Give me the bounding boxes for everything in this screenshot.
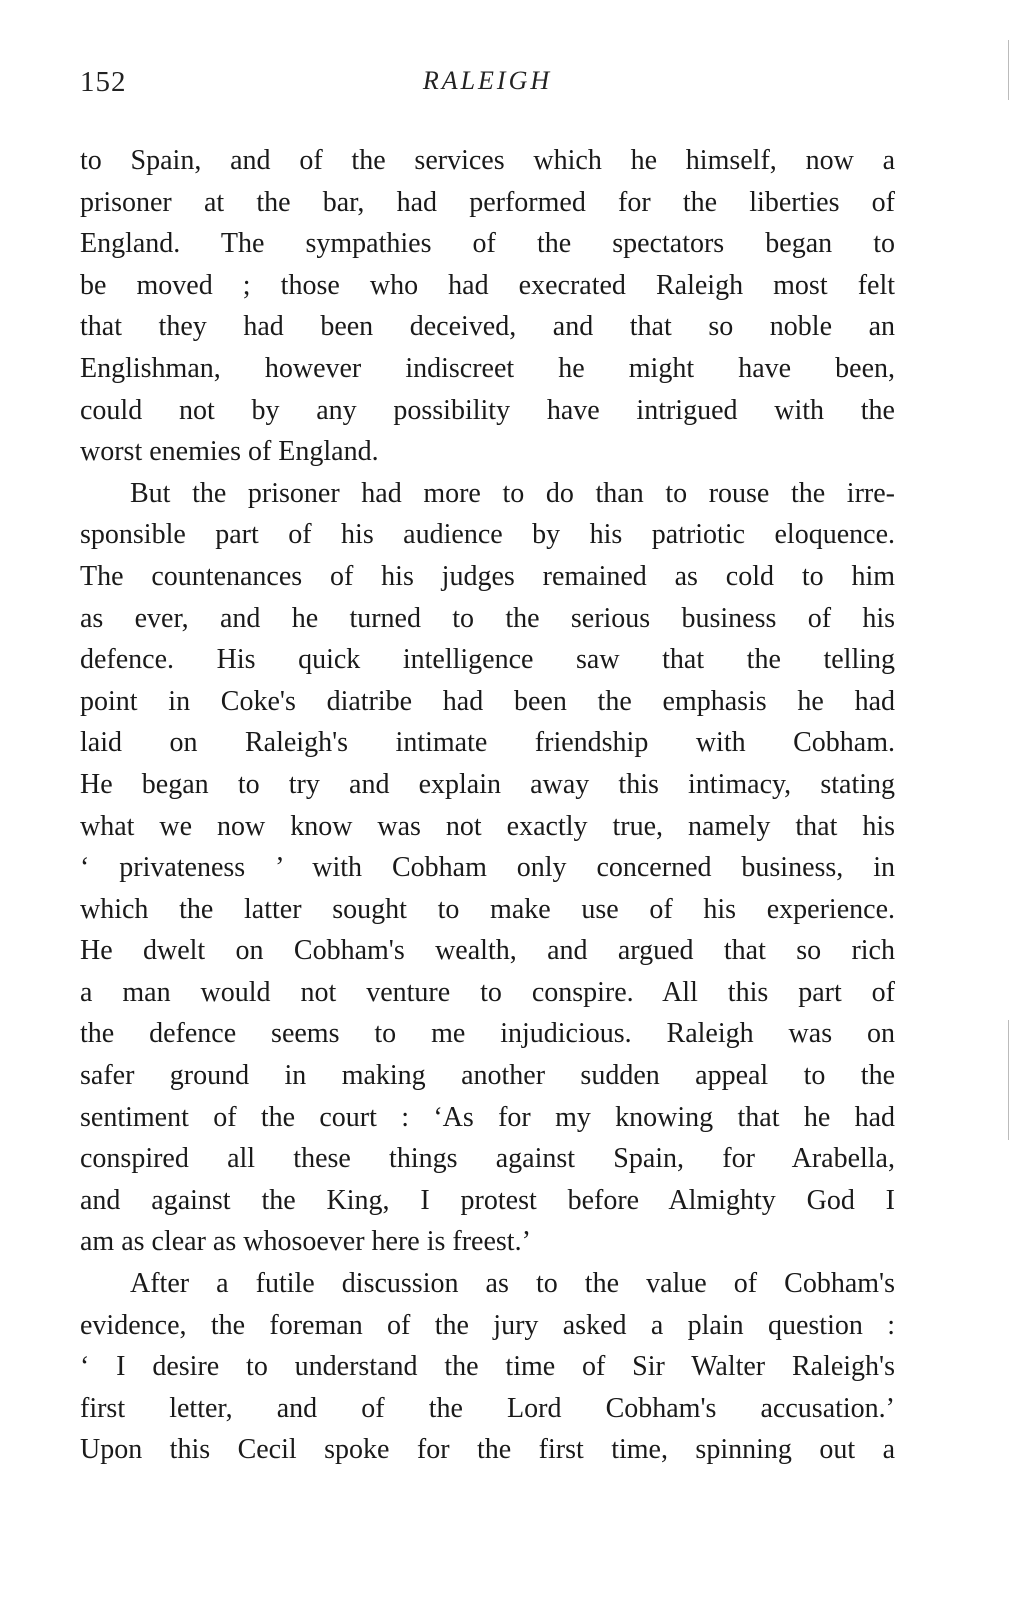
body-text xyxy=(80,140,895,1471)
text-line: and against the King, I protest before Almighty God I xyxy=(80,1184,895,1216)
text-line: laid on Raleigh's intimate friendship with Cobham. xyxy=(80,727,895,759)
text-line: defence. His quick intelligence saw that the telling xyxy=(80,644,895,676)
text-line: to Spain, and of the services which he himself, now a xyxy=(80,145,895,176)
text-line: safer ground in making another sudden appeal to the xyxy=(80,1060,895,1092)
page-edge-mark xyxy=(1008,1020,1009,1140)
text-line: sponsible part of his audience by his patriotic eloquence. xyxy=(80,519,895,551)
text-line: what we now know was not exactly true, namely that his xyxy=(80,810,895,842)
text-line: be moved ; those who had execrated Raleigh most felt xyxy=(80,269,895,301)
text-line: Englishman, however indiscreet he might have been, xyxy=(80,352,895,384)
text-line: conspired all these things against Spain, for Arabella, xyxy=(80,1143,895,1175)
text-line: ‘ privateness ’ with Cobham only concerned business, in xyxy=(80,852,895,884)
text-line: evidence, the foreman of the jury asked a plain question : xyxy=(80,1309,895,1341)
page-header xyxy=(80,66,895,106)
text-line: the defence seems to me injudicious. Raleigh was on xyxy=(80,1018,895,1050)
text-line: first letter, and of the Lord Cobham's accusation.’ xyxy=(80,1392,895,1424)
text-line: could not by any possibility have intrigued with the xyxy=(80,394,895,426)
page-number: 152 xyxy=(80,66,127,98)
page-edge-mark xyxy=(1008,40,1009,100)
text-line: worst enemies of England. xyxy=(80,436,379,468)
text-line: He began to try and explain away this intimacy, stating xyxy=(80,768,895,800)
text-line: He dwelt on Cobham's wealth, and argued that so rich xyxy=(80,935,895,967)
text-line: sentiment of the court : ‘As for my knowing that he had xyxy=(80,1101,895,1133)
text-line: as ever, and he turned to the serious business of his xyxy=(80,602,895,634)
text-line: which the latter sought to make use of his experience. xyxy=(80,893,895,925)
text-line: prisoner at the bar, had performed for the liberties of xyxy=(80,186,895,218)
text-line: that they had been deceived, and that so noble an xyxy=(80,311,895,343)
running-title: RALEIGH xyxy=(422,66,553,95)
text-line: ‘ I desire to understand the time of Sir Walter Raleigh's xyxy=(80,1351,895,1383)
text-line: After a futile discussion as to the value of Cobham's xyxy=(130,1268,895,1300)
text-line: But the prisoner had more to do than to rouse the irre- xyxy=(130,477,895,509)
text-line: The countenances of his judges remained as cold to him xyxy=(80,560,895,592)
text-line: am as clear as whosoever here is freest.’ xyxy=(80,1226,531,1258)
text-line: England. The sympathies of the spectators began to xyxy=(80,228,895,260)
text-line: Upon this Cecil spoke for the first time, spinning out a xyxy=(80,1434,895,1466)
text-line: point in Coke's diatribe had been the emphasis he had xyxy=(80,685,895,717)
text-line: a man would not venture to conspire. All this part of xyxy=(80,976,895,1008)
